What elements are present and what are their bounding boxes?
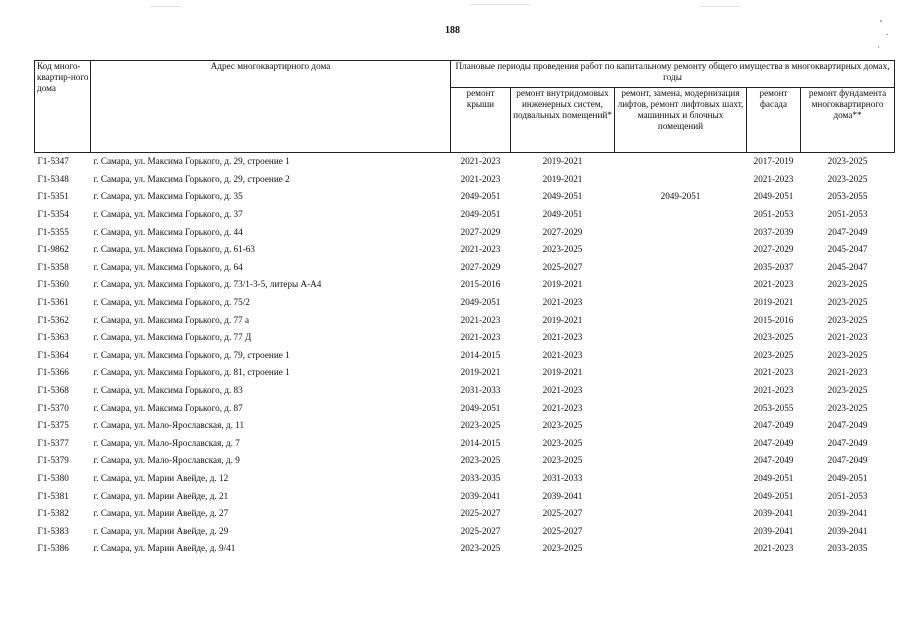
cell-foundation: 2023-2025: [827, 314, 868, 325]
cell-systems: 2021-2023: [542, 297, 583, 308]
cell-lifts: [615, 417, 747, 435]
cell-lifts: [615, 487, 747, 505]
cell-facade: 2015-2016: [753, 314, 794, 325]
cell-foundation: 2021-2023: [827, 332, 868, 343]
cell-foundation: 2023-2025: [827, 173, 868, 184]
cell-roof: 2027-2029: [460, 261, 501, 272]
cell-systems: 2023-2025: [542, 244, 583, 255]
cell-roof: 2031-2033: [460, 385, 501, 396]
cell-code: Г1-5377: [37, 437, 69, 448]
header-code: Код много-квартир-ного дома: [35, 61, 91, 153]
table-row: [35, 487, 895, 505]
cell-address: г. Самара, ул. Марии Авейде, д. 29: [93, 525, 229, 536]
header-facade: ремонт фасада: [747, 88, 801, 153]
cell-foundation: 2023-2025: [827, 349, 868, 360]
cell-roof: 2039-2041: [460, 490, 501, 501]
cell-systems: 2031-2033: [542, 472, 583, 483]
cell-address: г. Самара, ул. Максима Горького, д. 44: [93, 226, 243, 237]
table-row: [35, 364, 895, 382]
cell-systems: 2019-2021: [542, 156, 583, 167]
cell-code: Г1-5386: [37, 543, 69, 554]
table-row: [35, 435, 895, 453]
cell-facade: 2047-2049: [753, 455, 794, 466]
cell-address: г. Самара, ул. Мало-Ярославская, д. 11: [93, 420, 245, 431]
cell-code: Г1-5347: [37, 156, 69, 167]
cell-lifts: [615, 206, 747, 224]
cell-roof: 2025-2027: [460, 508, 501, 519]
cell-facade: 2037-2039: [753, 226, 794, 237]
table-row: [35, 470, 895, 488]
cell-systems: 2049-2051: [542, 209, 583, 220]
cell-lifts: [615, 364, 747, 382]
table-row: [35, 188, 895, 206]
cell-foundation: 2039-2041: [827, 525, 868, 536]
cell-roof: 2014-2015: [460, 437, 501, 448]
table-row: [35, 347, 895, 365]
cell-facade: 2023-2025: [753, 332, 794, 343]
cell-address: г. Самара, ул. Мало-Ярославская, д. 7: [93, 437, 240, 448]
cell-address: г. Самара, ул. Максима Горького, д. 73/1-3-5, литеры А-А4: [93, 279, 322, 290]
cell-facade: 2047-2049: [753, 437, 794, 448]
cell-code: Г1-5380: [37, 472, 69, 483]
cell-code: Г1-5370: [37, 402, 69, 413]
cell-lifts: [615, 153, 747, 171]
cell-code: Г1-5381: [37, 490, 69, 501]
cell-lifts: [615, 276, 747, 294]
cell-facade: 2047-2049: [753, 420, 794, 431]
cell-facade: 2021-2023: [753, 543, 794, 554]
cell-lifts: [615, 522, 747, 540]
cell-code: Г1-9862: [37, 244, 69, 255]
cell-systems: 2023-2025: [542, 420, 583, 431]
cell-roof: 2033-2035: [460, 472, 501, 483]
cell-lifts: [615, 452, 747, 470]
cell-roof: 2049-2051: [460, 297, 501, 308]
cell-lifts: 2049-2051: [660, 191, 701, 202]
cell-code: Г1-5375: [37, 420, 69, 431]
cell-foundation: 2023-2025: [827, 402, 868, 413]
cell-address: г. Самара, ул. Максима Горького, д. 77 а: [93, 314, 250, 325]
cell-code: Г1-5383: [37, 525, 69, 536]
cell-facade: 2021-2023: [753, 385, 794, 396]
cell-roof: 2023-2025: [460, 455, 501, 466]
capital-repair-table: [34, 60, 895, 558]
cell-address: г. Самара, ул. Максима Горького, д. 64: [93, 261, 243, 272]
cell-address: г. Самара, ул. Максима Горького, д. 29, строение 1: [93, 156, 290, 167]
header-lifts: ремонт, замена, модернизация лифтов, ремонт лифтовых шахт, машинных и блочных помещений: [615, 88, 747, 153]
cell-code: Г1-5379: [37, 455, 69, 466]
cell-facade: 2049-2051: [753, 472, 794, 483]
cell-lifts: [615, 399, 747, 417]
cell-code: Г1-5364: [37, 349, 69, 360]
cell-address: г. Самара, ул. Максима Горького, д. 79, строение 1: [93, 349, 290, 360]
cell-lifts: [615, 435, 747, 453]
table-row: [35, 259, 895, 277]
cell-lifts: [615, 171, 747, 189]
cell-foundation: 2023-2025: [827, 297, 868, 308]
cell-systems: 2025-2027: [542, 261, 583, 272]
table-row: [35, 417, 895, 435]
cell-roof: 2023-2025: [460, 543, 501, 554]
cell-systems: 2025-2027: [542, 525, 583, 536]
cell-systems: 2021-2023: [542, 402, 583, 413]
cell-address: г. Самара, ул. Марии Авейде, д. 12: [93, 472, 229, 483]
cell-lifts: [615, 311, 747, 329]
table-row: [35, 382, 895, 400]
cell-facade: 2039-2041: [753, 508, 794, 519]
cell-foundation: 2023-2025: [827, 385, 868, 396]
cell-lifts: [615, 470, 747, 488]
cell-code: Г1-5366: [37, 367, 69, 378]
cell-lifts: [615, 382, 747, 400]
cell-address: г. Самара, ул. Мало-Ярославская, д. 9: [93, 455, 240, 466]
table-row: [35, 311, 895, 329]
cell-systems: 2019-2021: [542, 367, 583, 378]
cell-lifts: [615, 241, 747, 259]
cell-address: г. Самара, ул. Марии Авейде, д. 9/41: [93, 543, 236, 554]
cell-address: г. Самара, ул. Максима Горького, д. 61-63: [93, 244, 255, 255]
table-row: [35, 153, 895, 171]
table-row: [35, 223, 895, 241]
cell-address: г. Самара, ул. Максима Горького, д. 29, строение 2: [93, 173, 290, 184]
cell-facade: 2021-2023: [753, 173, 794, 184]
table-header: [35, 61, 895, 153]
header-address: Адрес многоквартирного дома: [91, 61, 451, 153]
cell-code: Г1-5362: [37, 314, 69, 325]
cell-lifts: [615, 329, 747, 347]
table-row: [35, 294, 895, 312]
cell-code: Г1-5354: [37, 209, 69, 220]
cell-roof: 2049-2051: [460, 209, 501, 220]
cell-systems: 2023-2025: [542, 437, 583, 448]
cell-code: Г1-5355: [37, 226, 69, 237]
cell-facade: 2049-2051: [753, 191, 794, 202]
cell-address: г. Самара, ул. Максима Горького, д. 81, строение 1: [93, 367, 290, 378]
cell-facade: 2035-2037: [753, 261, 794, 272]
cell-facade: 2021-2023: [753, 279, 794, 290]
cell-roof: 2023-2025: [460, 420, 501, 431]
cell-foundation: 2051-2053: [827, 490, 868, 501]
table-row: [35, 452, 895, 470]
cell-roof: 2021-2023: [460, 332, 501, 343]
cell-facade: 2019-2021: [753, 297, 794, 308]
cell-facade: 2053-2055: [753, 402, 794, 413]
cell-roof: 2015-2016: [460, 279, 501, 290]
table-row: [35, 206, 895, 224]
cell-facade: 2027-2029: [753, 244, 794, 255]
cell-facade: 2023-2025: [753, 349, 794, 360]
cell-foundation: 2023-2025: [827, 156, 868, 167]
cell-facade: 2021-2023: [753, 367, 794, 378]
cell-systems: 2023-2025: [542, 455, 583, 466]
table-row: [35, 540, 895, 558]
cell-code: Г1-5361: [37, 297, 69, 308]
cell-facade: 2049-2051: [753, 490, 794, 501]
cell-systems: 2025-2027: [542, 508, 583, 519]
page-number: 188: [445, 25, 460, 36]
cell-foundation: 2023-2025: [827, 279, 868, 290]
cell-foundation: 2051-2053: [827, 209, 868, 220]
cell-foundation: 2045-2047: [827, 244, 868, 255]
table-row: [35, 171, 895, 189]
cell-systems: 2021-2023: [542, 385, 583, 396]
cell-facade: 2039-2041: [753, 525, 794, 536]
cell-lifts: [615, 223, 747, 241]
cell-address: г. Самара, ул. Максима Горького, д. 83: [93, 385, 243, 396]
cell-roof: 2014-2015: [460, 349, 501, 360]
cell-roof: 2027-2029: [460, 226, 501, 237]
cell-code: Г1-5358: [37, 261, 69, 272]
cell-systems: 2023-2025: [542, 543, 583, 554]
table-body: [35, 153, 895, 558]
cell-roof: 2049-2051: [460, 402, 501, 413]
cell-foundation: 2047-2049: [827, 226, 868, 237]
cell-systems: 2019-2021: [542, 279, 583, 290]
cell-code: Г1-5348: [37, 173, 69, 184]
table-row: [35, 241, 895, 259]
cell-foundation: 2047-2049: [827, 455, 868, 466]
cell-roof: 2021-2023: [460, 244, 501, 255]
header-foundation: ремонт фундамента многоквартирного дома**: [801, 88, 895, 153]
cell-facade: 2017-2019: [753, 156, 794, 167]
table-row: [35, 505, 895, 523]
cell-address: г. Самара, ул. Марии Авейде, д. 27: [93, 508, 229, 519]
cell-systems: 2021-2023: [542, 349, 583, 360]
cell-systems: 2019-2021: [542, 173, 583, 184]
table-row: [35, 276, 895, 294]
cell-lifts: [615, 294, 747, 312]
cell-roof: 2019-2021: [460, 367, 501, 378]
cell-roof: 2021-2023: [460, 173, 501, 184]
cell-code: Г1-5363: [37, 332, 69, 343]
table-row: [35, 399, 895, 417]
header-systems: ремонт внутридомовых инженерных систем, подвальных помещений*: [511, 88, 615, 153]
cell-foundation: 2047-2049: [827, 420, 868, 431]
cell-code: Г1-5360: [37, 279, 69, 290]
cell-code: Г1-5351: [37, 191, 69, 202]
cell-address: г. Самара, ул. Максима Горького, д. 87: [93, 402, 243, 413]
cell-address: г. Самара, ул. Максима Горького, д. 35: [93, 191, 243, 202]
cell-systems: 2021-2023: [542, 332, 583, 343]
cell-foundation: 2053-2055: [827, 191, 868, 202]
cell-foundation: 2047-2049: [827, 437, 868, 448]
cell-systems: 2027-2029: [542, 226, 583, 237]
cell-lifts: [615, 347, 747, 365]
header-periods: Плановые периоды проведения работ по капитальному ремонту общего имущества в многоквартирных домах, годы: [451, 61, 895, 88]
cell-address: г. Самара, ул. Максима Горького, д. 37: [93, 209, 243, 220]
cell-lifts: [615, 505, 747, 523]
table-row: [35, 329, 895, 347]
cell-address: г. Самара, ул. Максима Горького, д. 75/2: [93, 297, 250, 308]
cell-roof: 2049-2051: [460, 191, 501, 202]
cell-code: Г1-5368: [37, 385, 69, 396]
cell-code: Г1-5382: [37, 508, 69, 519]
header-roof: ремонт крыши: [451, 88, 511, 153]
cell-roof: 2025-2027: [460, 525, 501, 536]
cell-roof: 2021-2023: [460, 314, 501, 325]
table-row: [35, 522, 895, 540]
cell-foundation: 2021-2023: [827, 367, 868, 378]
cell-lifts: [615, 259, 747, 277]
cell-address: г. Самара, ул. Марии Авейде, д. 21: [93, 490, 229, 501]
cell-foundation: 2039-2041: [827, 508, 868, 519]
cell-foundation: 2049-2051: [827, 472, 868, 483]
cell-lifts: [615, 540, 747, 558]
cell-roof: 2021-2023: [460, 156, 501, 167]
cell-systems: 2039-2041: [542, 490, 583, 501]
cell-systems: 2019-2021: [542, 314, 583, 325]
cell-foundation: 2033-2035: [827, 543, 868, 554]
cell-foundation: 2045-2047: [827, 261, 868, 272]
cell-address: г. Самара, ул. Максима Горького, д. 77 Д: [93, 332, 252, 343]
cell-systems: 2049-2051: [542, 191, 583, 202]
cell-facade: 2051-2053: [753, 209, 794, 220]
